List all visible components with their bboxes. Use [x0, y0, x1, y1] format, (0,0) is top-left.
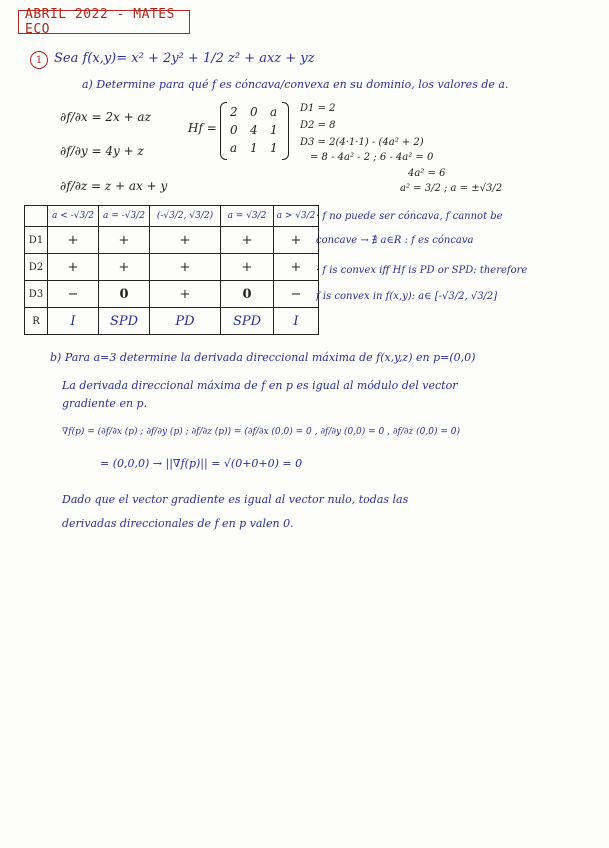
- table-cell: −: [274, 281, 319, 308]
- table-cell: +: [99, 254, 150, 281]
- minor-d3: D3 = 2(4·1·1) - (4a² + 2): [300, 137, 424, 148]
- matrix-cell: 1: [250, 141, 258, 155]
- table-cell: I: [274, 308, 319, 335]
- table-row-label: D2: [25, 254, 48, 281]
- table-row-label: D3: [25, 281, 48, 308]
- matrix-cell: 2: [230, 105, 238, 119]
- part-a-label: a) Determine para qué f es cóncava/convexa en su dominio, los valores de a.: [82, 78, 509, 91]
- part-b-label: b) Para a=3 determine la derivada direccional máxima de f(x,y,z) en p=(0,0): [50, 351, 476, 364]
- matrix-cell: 0: [230, 123, 238, 137]
- gradient-equation: ∇f(p) = (∂f/∂x (p) ; ∂f/∂y (p) ; ∂f/∂z (p)) = (∂f/∂x (0,0) = 0 , ∂f/∂y (0,0) = 0 , ∂f/∂z (0,0) = 0): [62, 427, 460, 437]
- partial-derivative-y: ∂f/∂y = 4y + z: [60, 144, 144, 158]
- note-line: f is convex in f(x,y): a∈ [-√3/2, √3/2]: [316, 291, 498, 302]
- table-corner: [25, 206, 48, 227]
- partial-derivative-z: ∂f/∂z = z + ax + y: [60, 179, 168, 193]
- table-cell: −: [48, 281, 99, 308]
- table-header: a < -√3/2: [48, 206, 99, 227]
- minor-d3-result: a² = 3/2 ; a = ±√3/2: [400, 183, 503, 194]
- minor-d3-step: 4a² = 6: [408, 168, 446, 179]
- matrix-cell: 4: [250, 123, 258, 137]
- problem-statement: Sea f(x,y)= x² + 2y² + 1/2 z² + axz + yz: [54, 51, 315, 66]
- table-cell: SPD: [221, 308, 274, 335]
- minor-d1: D1 = 2: [300, 103, 336, 114]
- part-b-conclusion: Dado que el vector gradiente es igual al vector nulo, todas las: [62, 493, 409, 506]
- sign-table: [24, 205, 319, 335]
- note-line: · f no puede ser cóncava, f cannot be: [316, 211, 503, 222]
- table-row-label: R: [25, 308, 48, 335]
- table-cell: +: [150, 254, 221, 281]
- partial-derivative-x: ∂f/∂x = 2x + az: [60, 110, 151, 124]
- note-line: · f is convex iff Hf is PD or SPD: therefore: [316, 265, 528, 276]
- table-cell: +: [150, 281, 221, 308]
- table-header: a > √3/2: [274, 206, 319, 227]
- table-row: [25, 281, 319, 308]
- table-cell: +: [274, 254, 319, 281]
- gradient-norm: = (0,0,0) → ||∇f(p)|| = √(0+0+0) = 0: [100, 457, 303, 470]
- table-header: a = √3/2: [221, 206, 274, 227]
- minor-d3-step: = 8 - 4a² - 2 ; 6 - 4a² = 0: [310, 152, 434, 163]
- part-b-line: gradiente en p.: [62, 397, 148, 410]
- table-cell: +: [274, 227, 319, 254]
- table-cell: +: [99, 227, 150, 254]
- table-cell: I: [48, 308, 99, 335]
- table-cell: +: [48, 227, 99, 254]
- matrix-right-bracket: [282, 102, 289, 160]
- problem-number: 1: [30, 51, 48, 69]
- table-cell: +: [48, 254, 99, 281]
- matrix-cell: 1: [270, 123, 278, 137]
- table-header: (-√3/2, √3/2): [150, 206, 221, 227]
- matrix-left-bracket: [220, 102, 227, 160]
- table-row-label: D1: [25, 227, 48, 254]
- table-row: [25, 227, 319, 254]
- matrix-cell: 0: [250, 105, 258, 119]
- hessian-label: Hf =: [188, 121, 217, 135]
- table-cell: +: [150, 227, 221, 254]
- table-cell: +: [221, 254, 274, 281]
- part-b-conclusion: derivadas direccionales de f en p valen 0.: [62, 517, 294, 530]
- table-row: [25, 308, 319, 335]
- table-header: a = -√3/2: [99, 206, 150, 227]
- minor-d2: D2 = 8: [300, 120, 336, 131]
- page-title: ABRIL 2022 - MATES ECO: [18, 10, 190, 34]
- note-line: concave → ∄ a∈R : f es cóncava: [316, 235, 474, 246]
- table-header-row: [25, 206, 319, 227]
- table-cell: 0: [221, 281, 274, 308]
- table-row: [25, 254, 319, 281]
- matrix-cell: a: [270, 105, 278, 119]
- table-cell: SPD: [99, 308, 150, 335]
- matrix-cell: 1: [270, 141, 278, 155]
- table-cell: PD: [150, 308, 221, 335]
- table-cell: +: [221, 227, 274, 254]
- matrix-cell: a: [230, 141, 238, 155]
- table-cell: 0: [99, 281, 150, 308]
- part-b-line: La derivada direccional máxima de f en p es igual al módulo del vector: [62, 379, 458, 392]
